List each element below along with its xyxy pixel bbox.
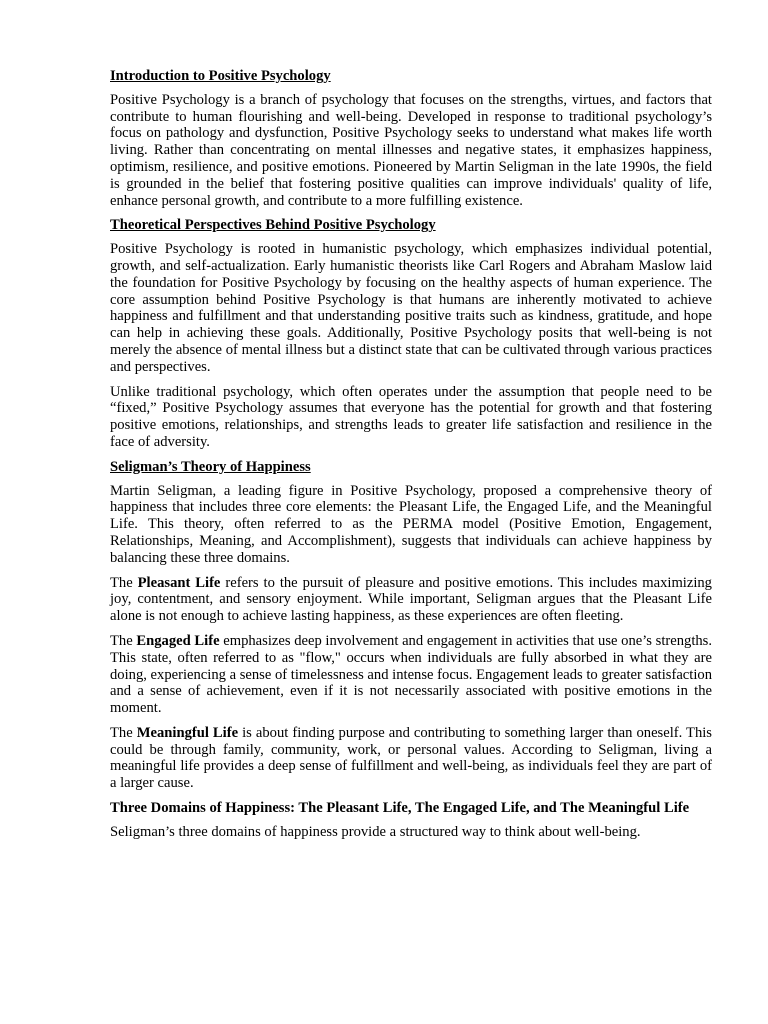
pleasant-life-term: Pleasant Life [137,574,221,591]
paragraph-three-domains: Seligman’s three domains of happiness provide a structured way to think about well-being. [110,823,641,840]
paragraph-engaged-life [110,633,712,717]
engaged-text: emphasizes deep involvement and engagement in activities that use one’s strengths. This state, often referred to as "flow," occurs when individuals are fully absorbed in what they are doing, experiencing a sense of timelessness and intense focus. Engagement leads to greater satisfaction and a sense of achievement, even if it is not necessarily associated with positive emotions in the moment. [110,632,713,717]
pleasant-text: refers to the pursuit of pleasure and positive emotions. This includes maximizing joy, contentment, and sensory enjoyment. While important, Seligman argues that the Pleasant Life alone is not enough to achieve lasting happiness, as these experiences are often fleeting. [110,574,712,625]
paragraph-unlike-traditional: Unlike traditional psychology, which often operates under the assumption that people need to be “fixed,” Positive Psychology assumes that everyone has the potential for growth and that fostering positive emotions, relationships, and strengths leads to greater life satisfaction and resilience in the face of adversity. [110,383,712,450]
meaningful-life-term: Meaningful Life [136,724,239,741]
paragraph-seligman-intro: Martin Seligman, a leading figure in Positive Psychology, proposed a comprehensive theory of happiness that includes three core elements: the Pleasant Life, the Engaged Life, and the Meaningful Life. This theory, often referred to as the PERMA model (Positive Emotion, Engagement, Relationships, Meaning, and Accomplishment), suggests that individuals can achieve happiness by balancing these three domains. [110,482,712,566]
paragraph-introduction: Positive Psychology is a branch of psychology that focuses on the strengths, virtues, and factors that contribute to human flourishing and well-being. Developed in response to traditional psychology’s focus on pathology and dysfunction, Positive Psychology seeks to understand what makes life worth living. Rather than concentrating on mental illnesses and negative states, it emphasizes happiness, optimism, resilience, and positive emotions. Pioneered by Martin Seligman in the late 1990s, the field is grounded in the belief that fostering positive qualities can improve individuals' quality of life, enhance personal growth, and contribute to a more fulfilling existence. [110,91,712,209]
paragraph-pleasant-life [110,575,712,625]
section-heading-introduction: Introduction to Positive Psychology [110,68,331,84]
meaningful-prefix: The [110,724,137,741]
pleasant-prefix: The [110,574,138,591]
section-heading-theoretical-perspectives: Theoretical Perspectives Behind Positive Psychology [110,217,436,234]
section-heading-three-domains: Three Domains of Happiness: The Pleasant Life, The Engaged Life, and The Meaningful Life [110,800,690,817]
document-page [110,68,712,849]
section-heading-seligman-theory: Seligman’s Theory of Happiness [110,458,311,475]
engaged-life-term: Engaged Life [136,632,220,649]
paragraph-humanistic-roots: Positive Psychology is rooted in humanistic psychology, which emphasizes individual potential, growth, and self-actualization. Early humanistic theorists like Carl Rogers and Abraham Maslow laid the foundation for Positive Psychology by focusing on the healthy aspects of human experience. The core assumption behind Positive Psychology is that humans are inherently motivated to achieve happiness and fulfillment and that understanding positive traits such as kindness, gratitude, and hope can help in achieving these goals. Additionally, Positive Psychology posits that well-being is not merely the absence of mental illness but a distinct state that can be cultivated through various practices and perspectives. [110,241,712,375]
engaged-prefix: The [110,632,137,649]
paragraph-meaningful-life [110,725,712,792]
meaningful-text: is about finding purpose and contributing to something larger than oneself. This could be through family, community, work, or personal values. According to Seligman, living a meaningful life provides a deep sense of fulfillment and well-being, as individuals feel they are part of a larger cause. [110,724,712,792]
